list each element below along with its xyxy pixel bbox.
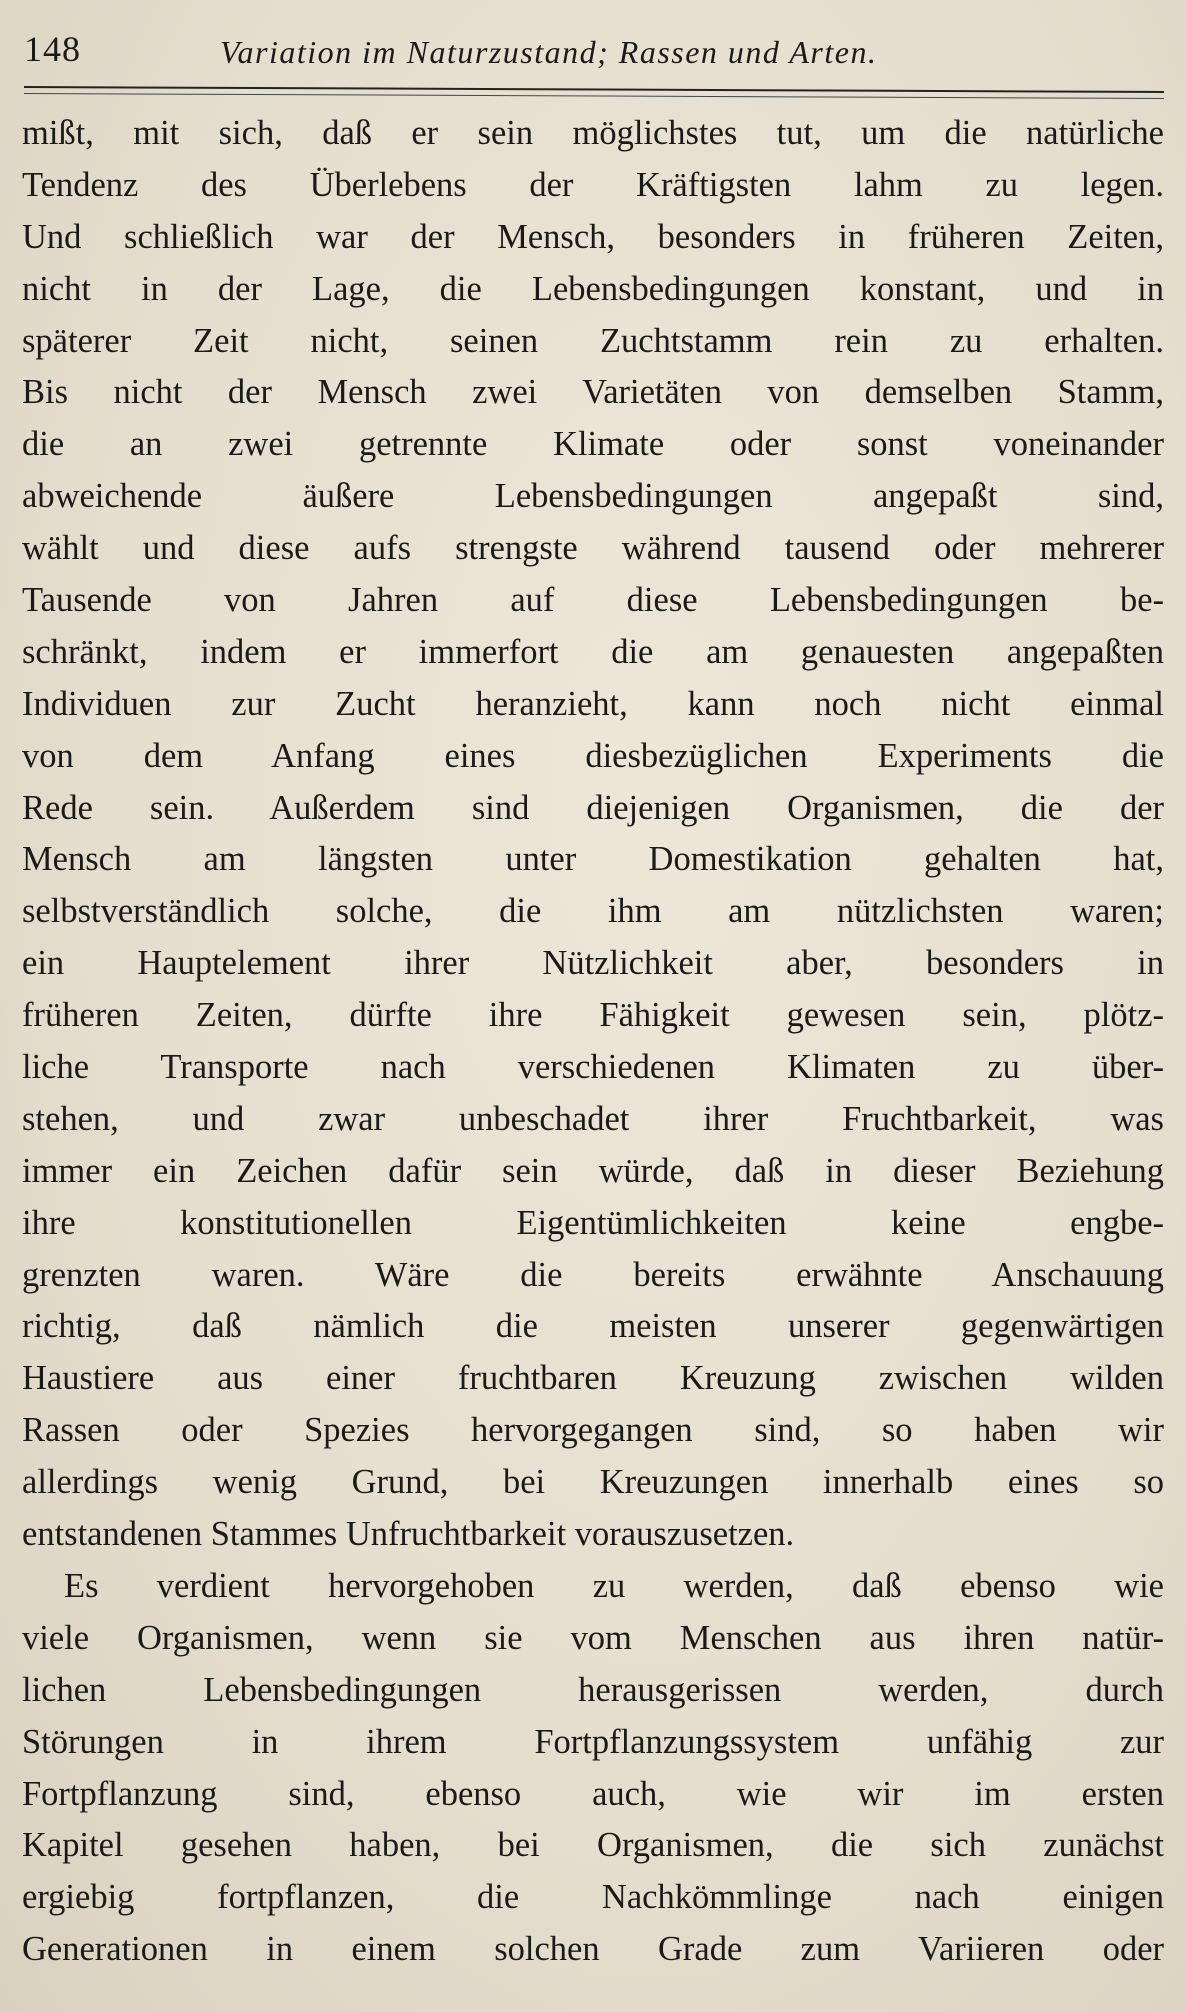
text-line: stehen, und zwar unbeschadet ihrer Fruchtbarkeit, was [22,1099,1164,1138]
text-line: selbstverständlich solche, die ihm am nützlichsten waren; [22,892,1164,931]
page-number: 148 [24,29,81,69]
text-line: liche Transporte nach verschiedenen Klimaten zu über- [22,1048,1164,1087]
text-line: Generationen in einem solchen Grade zum Variieren oder [22,1930,1164,1969]
text-line: späterer Zeit nicht, seinen Zuchtstamm rein zu erhalten. [22,321,1164,360]
text-line: von dem Anfang eines diesbezüglichen Experiments die [22,736,1164,775]
text-line: immer ein Zeichen dafür sein würde, daß in dieser Beziehung [22,1151,1164,1190]
text-line: Rede sein. Außerdem sind diejenigen Organismen, die der [22,788,1164,827]
body-text [22,108,1164,1976]
text-line: entstandenen Stammes Unfruchtbarkeit vorauszusetzen. [22,1515,795,1554]
text-line: Kapitel gesehen haben, bei Organismen, die sich zunächst [22,1826,1164,1865]
text-line: grenzten waren. Wäre die bereits erwähnte Anschauung [22,1255,1164,1294]
text-line: allerdings wenig Grund, bei Kreuzungen innerhalb eines so [22,1463,1164,1502]
text-line: richtig, daß nämlich die meisten unserer gegenwärtigen [22,1307,1164,1346]
text-line: abweichende äußere Lebensbedingungen angepaßt sind, [22,477,1164,516]
text-line: ihre konstitutionellen Eigentümlichkeiten keine engbe- [22,1203,1164,1242]
text-line: die an zwei getrennte Klimate oder sonst voneinander [22,425,1164,464]
text-line: viele Organismen, wenn sie vom Menschen aus ihren natür- [22,1618,1164,1657]
text-line: Individuen zur Zucht heranzieht, kann noch nicht einmal [22,684,1164,723]
running-title: Variation im Naturzustand; Rassen und Arten. [220,34,878,70]
text-line: Störungen in ihrem Fortpflanzungssystem unfähig zur [22,1722,1164,1761]
text-line: ein Hauptelement ihrer Nützlichkeit aber, besonders in [22,944,1164,983]
text-line: schränkt, indem er immerfort die am genauesten angepaßten [22,632,1164,671]
text-line: Rassen oder Spezies hervorgegangen sind, so haben wir [22,1411,1164,1450]
text-line: Mensch am längsten unter Domestikation gehalten hat, [22,840,1164,879]
text-line: mißt, mit sich, daß er sein möglichstes tut, um die natürliche [22,114,1164,152]
page-header [24,22,1162,82]
text-line: Fortpflanzung sind, ebenso auch, wie wir im ersten [22,1774,1164,1813]
header-rule [24,86,1164,99]
text-line: nicht in der Lage, die Lebensbedingungen konstant, und in [22,269,1164,308]
text-line: Tausende von Jahren auf diese Lebensbedingungen be- [22,581,1164,620]
text-line: Es verdient hervorgehoben zu werden, daß ebenso wie [64,1566,1164,1605]
text-line: Und schließlich war der Mensch, besonders in früheren Zeiten, [22,217,1164,256]
text-line: lichen Lebensbedingungen herausgerissen werden, durch [22,1670,1164,1709]
text-line: Tendenz des Überlebens der Kräftigsten lahm zu legen. [22,165,1164,204]
text-line: Haustiere aus einer fruchtbaren Kreuzung zwischen wilden [22,1359,1164,1398]
text-line: wählt und diese aufs strengste während tausend oder mehrerer [22,529,1164,568]
text-line: ergiebig fortpflanzen, die Nachkömmlinge nach einigen [22,1878,1164,1917]
text-line: früheren Zeiten, dürfte ihre Fähigkeit gewesen sein, plötz- [22,996,1164,1035]
text-line: Bis nicht der Mensch zwei Varietäten von demselben Stamm, [22,373,1164,412]
